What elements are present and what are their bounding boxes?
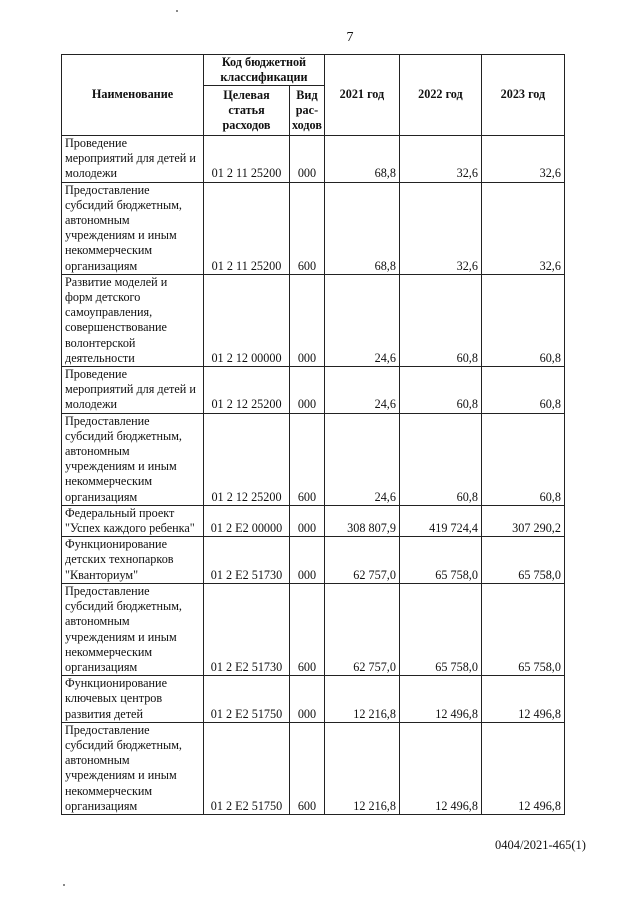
- table-row: [62, 367, 565, 414]
- header-year-2021: 2021 год: [324, 55, 399, 136]
- row-target-code: 01 2 11 25200: [204, 136, 290, 183]
- row-value-2021: 24,6: [324, 367, 399, 414]
- row-value-2023: 60,8: [481, 367, 564, 414]
- row-value-2022: 12 496,8: [399, 676, 481, 723]
- row-value-2022: 419 724,4: [399, 505, 481, 536]
- row-name: Предоставление субсидий бюджетным, автономным учреждениям и иным некоммерческим организациям: [62, 182, 204, 274]
- table-body: [62, 136, 565, 815]
- table-row: [62, 182, 565, 274]
- row-value-2022: 32,6: [399, 182, 481, 274]
- table-row: [62, 136, 565, 183]
- row-value-2021: 68,8: [324, 182, 399, 274]
- row-value-2023: 65 758,0: [481, 583, 564, 675]
- header-year-2022: 2022 год: [399, 55, 481, 136]
- row-value-2021: 12 216,8: [324, 676, 399, 723]
- scan-speck: [176, 10, 178, 12]
- row-target-code: 01 2 E2 51750: [204, 676, 290, 723]
- page-number: 7: [346, 30, 354, 45]
- row-value-2023: 32,6: [481, 182, 564, 274]
- table-row: [62, 676, 565, 723]
- budget-table: [61, 54, 565, 815]
- header-target-article: Целевая статья расходов: [204, 86, 290, 136]
- table-row: [62, 413, 565, 505]
- row-name: Предоставление субсидий бюджетным, автономным учреждениям и иным некоммерческим организациям: [62, 413, 204, 505]
- row-target-code: 01 2 E2 51730: [204, 583, 290, 675]
- row-expense-kind: 000: [290, 136, 325, 183]
- table-row: [62, 583, 565, 675]
- row-value-2023: 60,8: [481, 413, 564, 505]
- row-expense-kind: 600: [290, 722, 325, 814]
- row-target-code: 01 2 12 25200: [204, 413, 290, 505]
- row-target-code: 01 2 11 25200: [204, 182, 290, 274]
- row-value-2023: 65 758,0: [481, 537, 564, 584]
- row-value-2021: 62 757,0: [324, 537, 399, 584]
- table-row: [62, 505, 565, 536]
- row-value-2022: 60,8: [399, 367, 481, 414]
- row-value-2023: 12 496,8: [481, 722, 564, 814]
- row-name: Проведение мероприятий для детей и молодежи: [62, 367, 204, 414]
- row-name: Функционирование детских технопарков "Кванториум": [62, 537, 204, 584]
- row-name: Проведение мероприятий для детей и молодежи: [62, 136, 204, 183]
- table-row: [62, 537, 565, 584]
- row-value-2021: 12 216,8: [324, 722, 399, 814]
- row-target-code: 01 2 E2 51750: [204, 722, 290, 814]
- scan-speck: [63, 884, 65, 886]
- header-code-group: Код бюджетной классификации: [204, 55, 325, 86]
- row-value-2021: 308 807,9: [324, 505, 399, 536]
- row-value-2022: 65 758,0: [399, 537, 481, 584]
- row-value-2023: 12 496,8: [481, 676, 564, 723]
- header-expense-kind: Вид рас- ходов: [290, 86, 325, 136]
- row-value-2022: 32,6: [399, 136, 481, 183]
- row-name: Федеральный проект "Успех каждого ребенка": [62, 505, 204, 536]
- table-row: [62, 274, 565, 366]
- row-value-2021: 24,6: [324, 274, 399, 366]
- row-value-2022: 12 496,8: [399, 722, 481, 814]
- row-value-2023: 60,8: [481, 274, 564, 366]
- header-year-2023: 2023 год: [481, 55, 564, 136]
- row-value-2022: 60,8: [399, 274, 481, 366]
- row-expense-kind: 600: [290, 413, 325, 505]
- row-value-2022: 60,8: [399, 413, 481, 505]
- row-expense-kind: 000: [290, 274, 325, 366]
- row-expense-kind: 000: [290, 676, 325, 723]
- row-expense-kind: 600: [290, 182, 325, 274]
- row-expense-kind: 000: [290, 537, 325, 584]
- row-name: Функционирование ключевых центров развития детей: [62, 676, 204, 723]
- row-name: Предоставление субсидий бюджетным, автономным учреждениям и иным некоммерческим организациям: [62, 722, 204, 814]
- row-value-2021: 24,6: [324, 413, 399, 505]
- row-target-code: 01 2 E2 51730: [204, 537, 290, 584]
- document-number: 0404/2021-465(1): [495, 838, 586, 852]
- table-row: [62, 722, 565, 814]
- row-value-2021: 62 757,0: [324, 583, 399, 675]
- row-target-code: 01 2 E2 00000: [204, 505, 290, 536]
- row-value-2021: 68,8: [324, 136, 399, 183]
- row-target-code: 01 2 12 00000: [204, 274, 290, 366]
- row-value-2023: 32,6: [481, 136, 564, 183]
- row-target-code: 01 2 12 25200: [204, 367, 290, 414]
- row-name: Развитие моделей и форм детского самоуправления, совершенствование волонтерской деятельности: [62, 274, 204, 366]
- row-expense-kind: 000: [290, 367, 325, 414]
- row-value-2023: 307 290,2: [481, 505, 564, 536]
- row-expense-kind: 600: [290, 583, 325, 675]
- row-name: Предоставление субсидий бюджетным, автономным учреждениям и иным некоммерческим организациям: [62, 583, 204, 675]
- row-value-2022: 65 758,0: [399, 583, 481, 675]
- row-expense-kind: 000: [290, 505, 325, 536]
- header-name: Наименование: [62, 55, 204, 136]
